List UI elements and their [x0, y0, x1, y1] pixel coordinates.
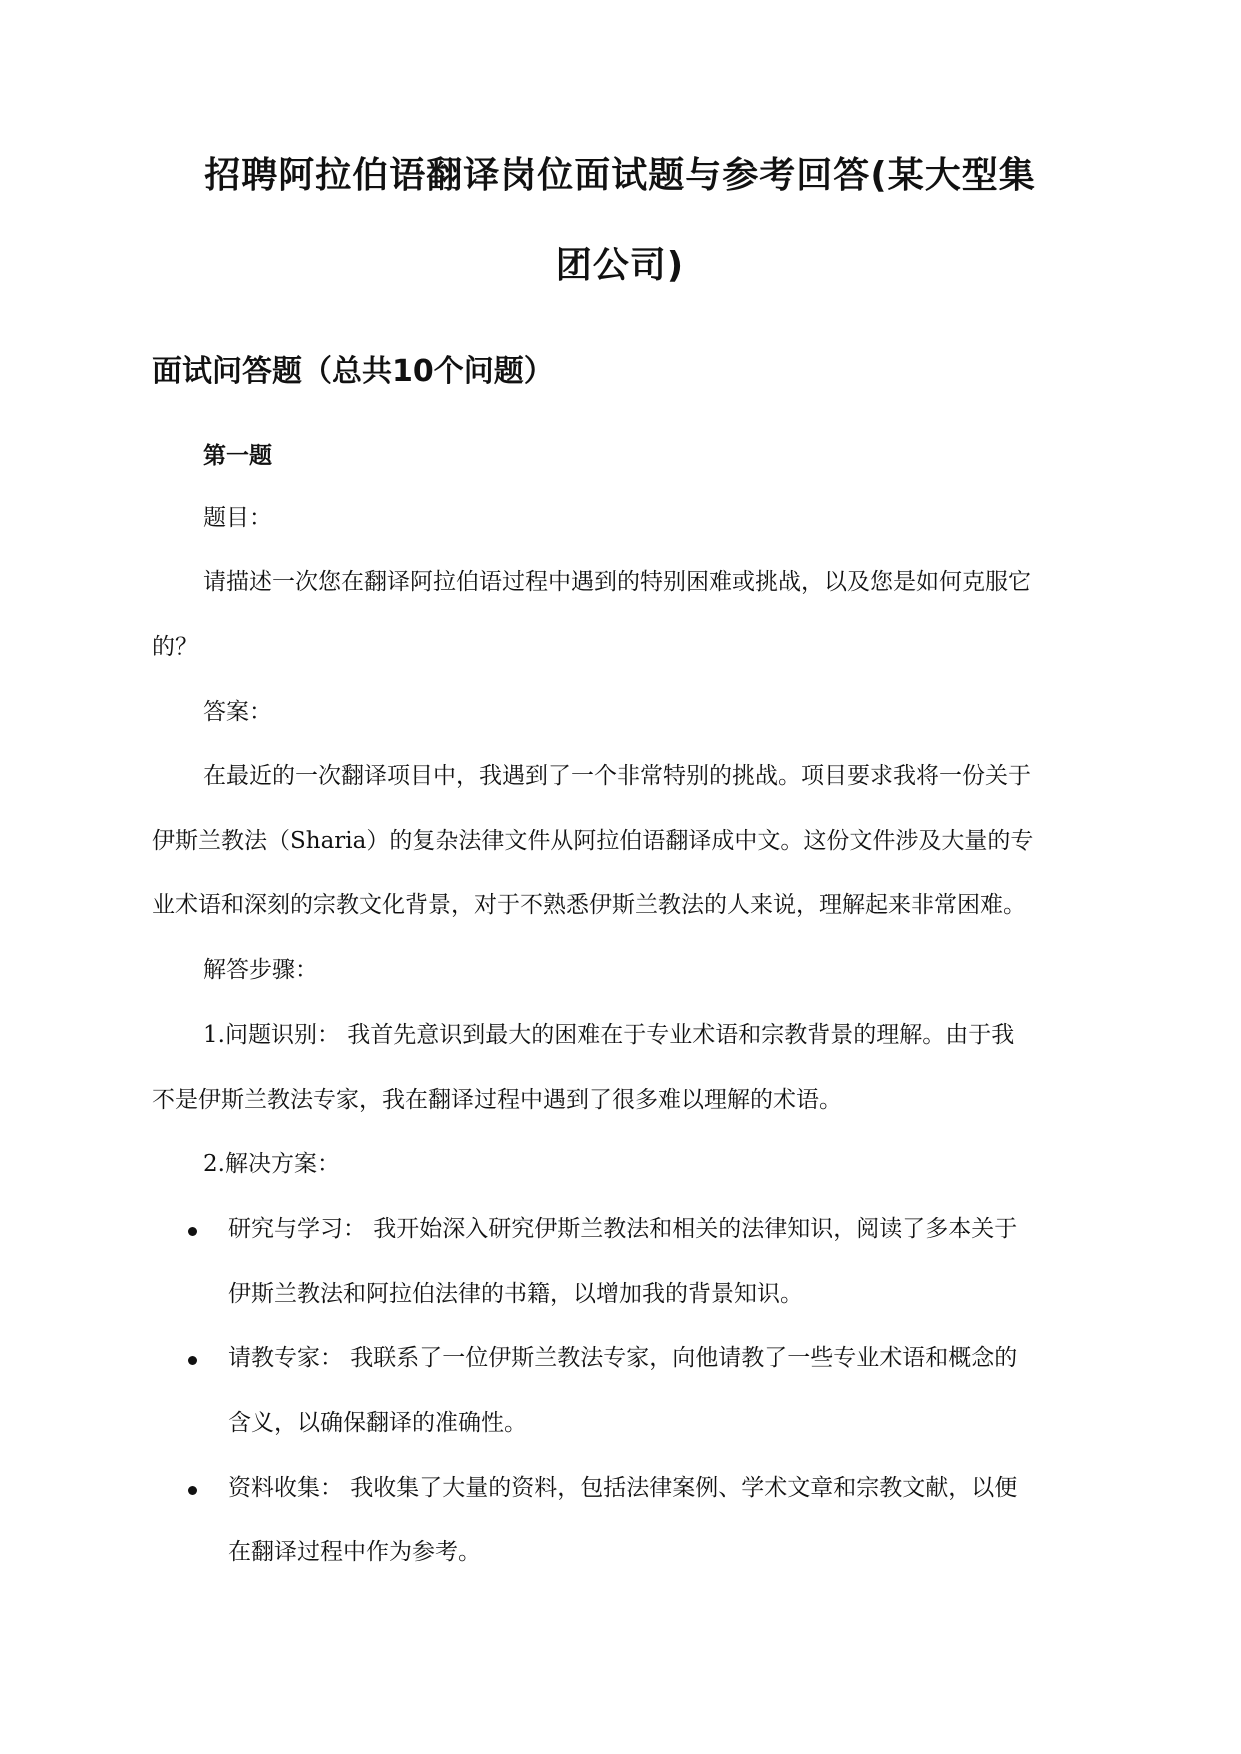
bullet-2-line-2: 含义，以确保翻译的准确性。	[228, 1410, 527, 1436]
bullet-1-line-2: 伊斯兰教法和阿拉伯法律的书籍，以增加我的背景知识。	[228, 1281, 803, 1307]
bullet-3-line-1: 资料收集： 我收集了大量的资料，包括法律案例、学术文章和宗教文献，以便	[228, 1475, 1018, 1501]
document-title-line-2: 团公司)	[555, 245, 685, 286]
topic-label: 题目：	[203, 505, 272, 531]
bullet-icon	[188, 1356, 197, 1365]
bullet-icon	[188, 1486, 197, 1495]
step-2-label: 2.解决方案：	[203, 1151, 340, 1177]
section-heading: 面试问答题（总共10个问题）	[152, 354, 554, 389]
step-1-line-1: 1.问题识别： 我首先意识到最大的困难在于专业术语和宗教背景的理解。由于我	[203, 1022, 1015, 1048]
document-title-line-1: 招聘阿拉伯语翻译岗位面试题与参考回答(某大型集	[204, 155, 1036, 196]
answer-label: 答案：	[203, 699, 272, 725]
topic-text-line-1: 请描述一次您在翻译阿拉伯语过程中遇到的特别困难或挑战，以及您是如何克服它	[203, 569, 1031, 595]
bullet-3-line-2: 在翻译过程中作为参考。	[228, 1539, 481, 1565]
bullet-2-line-1: 请教专家： 我联系了一位伊斯兰教法专家，向他请教了一些专业术语和概念的	[228, 1345, 1018, 1371]
bullet-icon	[188, 1227, 197, 1236]
question-heading: 第一题	[203, 443, 272, 469]
step-1-line-2: 不是伊斯兰教法专家，我在翻译过程中遇到了很多难以理解的术语。	[152, 1087, 842, 1113]
answer-text-line-3: 业术语和深刻的宗教文化背景，对于不熟悉伊斯兰教法的人来说，理解起来非常困难。	[152, 892, 1026, 918]
answer-text-line-2: 伊斯兰教法（Sharia）的复杂法律文件从阿拉伯语翻译成中文。这份文件涉及大量的专	[152, 828, 1034, 854]
answer-text-line-1: 在最近的一次翻译项目中，我遇到了一个非常特别的挑战。项目要求我将一份关于	[203, 763, 1031, 789]
topic-text-line-2: 的？	[152, 634, 198, 660]
steps-label: 解答步骤：	[203, 957, 318, 983]
bullet-1-line-1: 研究与学习： 我开始深入研究伊斯兰教法和相关的法律知识，阅读了多本关于	[228, 1216, 1018, 1242]
